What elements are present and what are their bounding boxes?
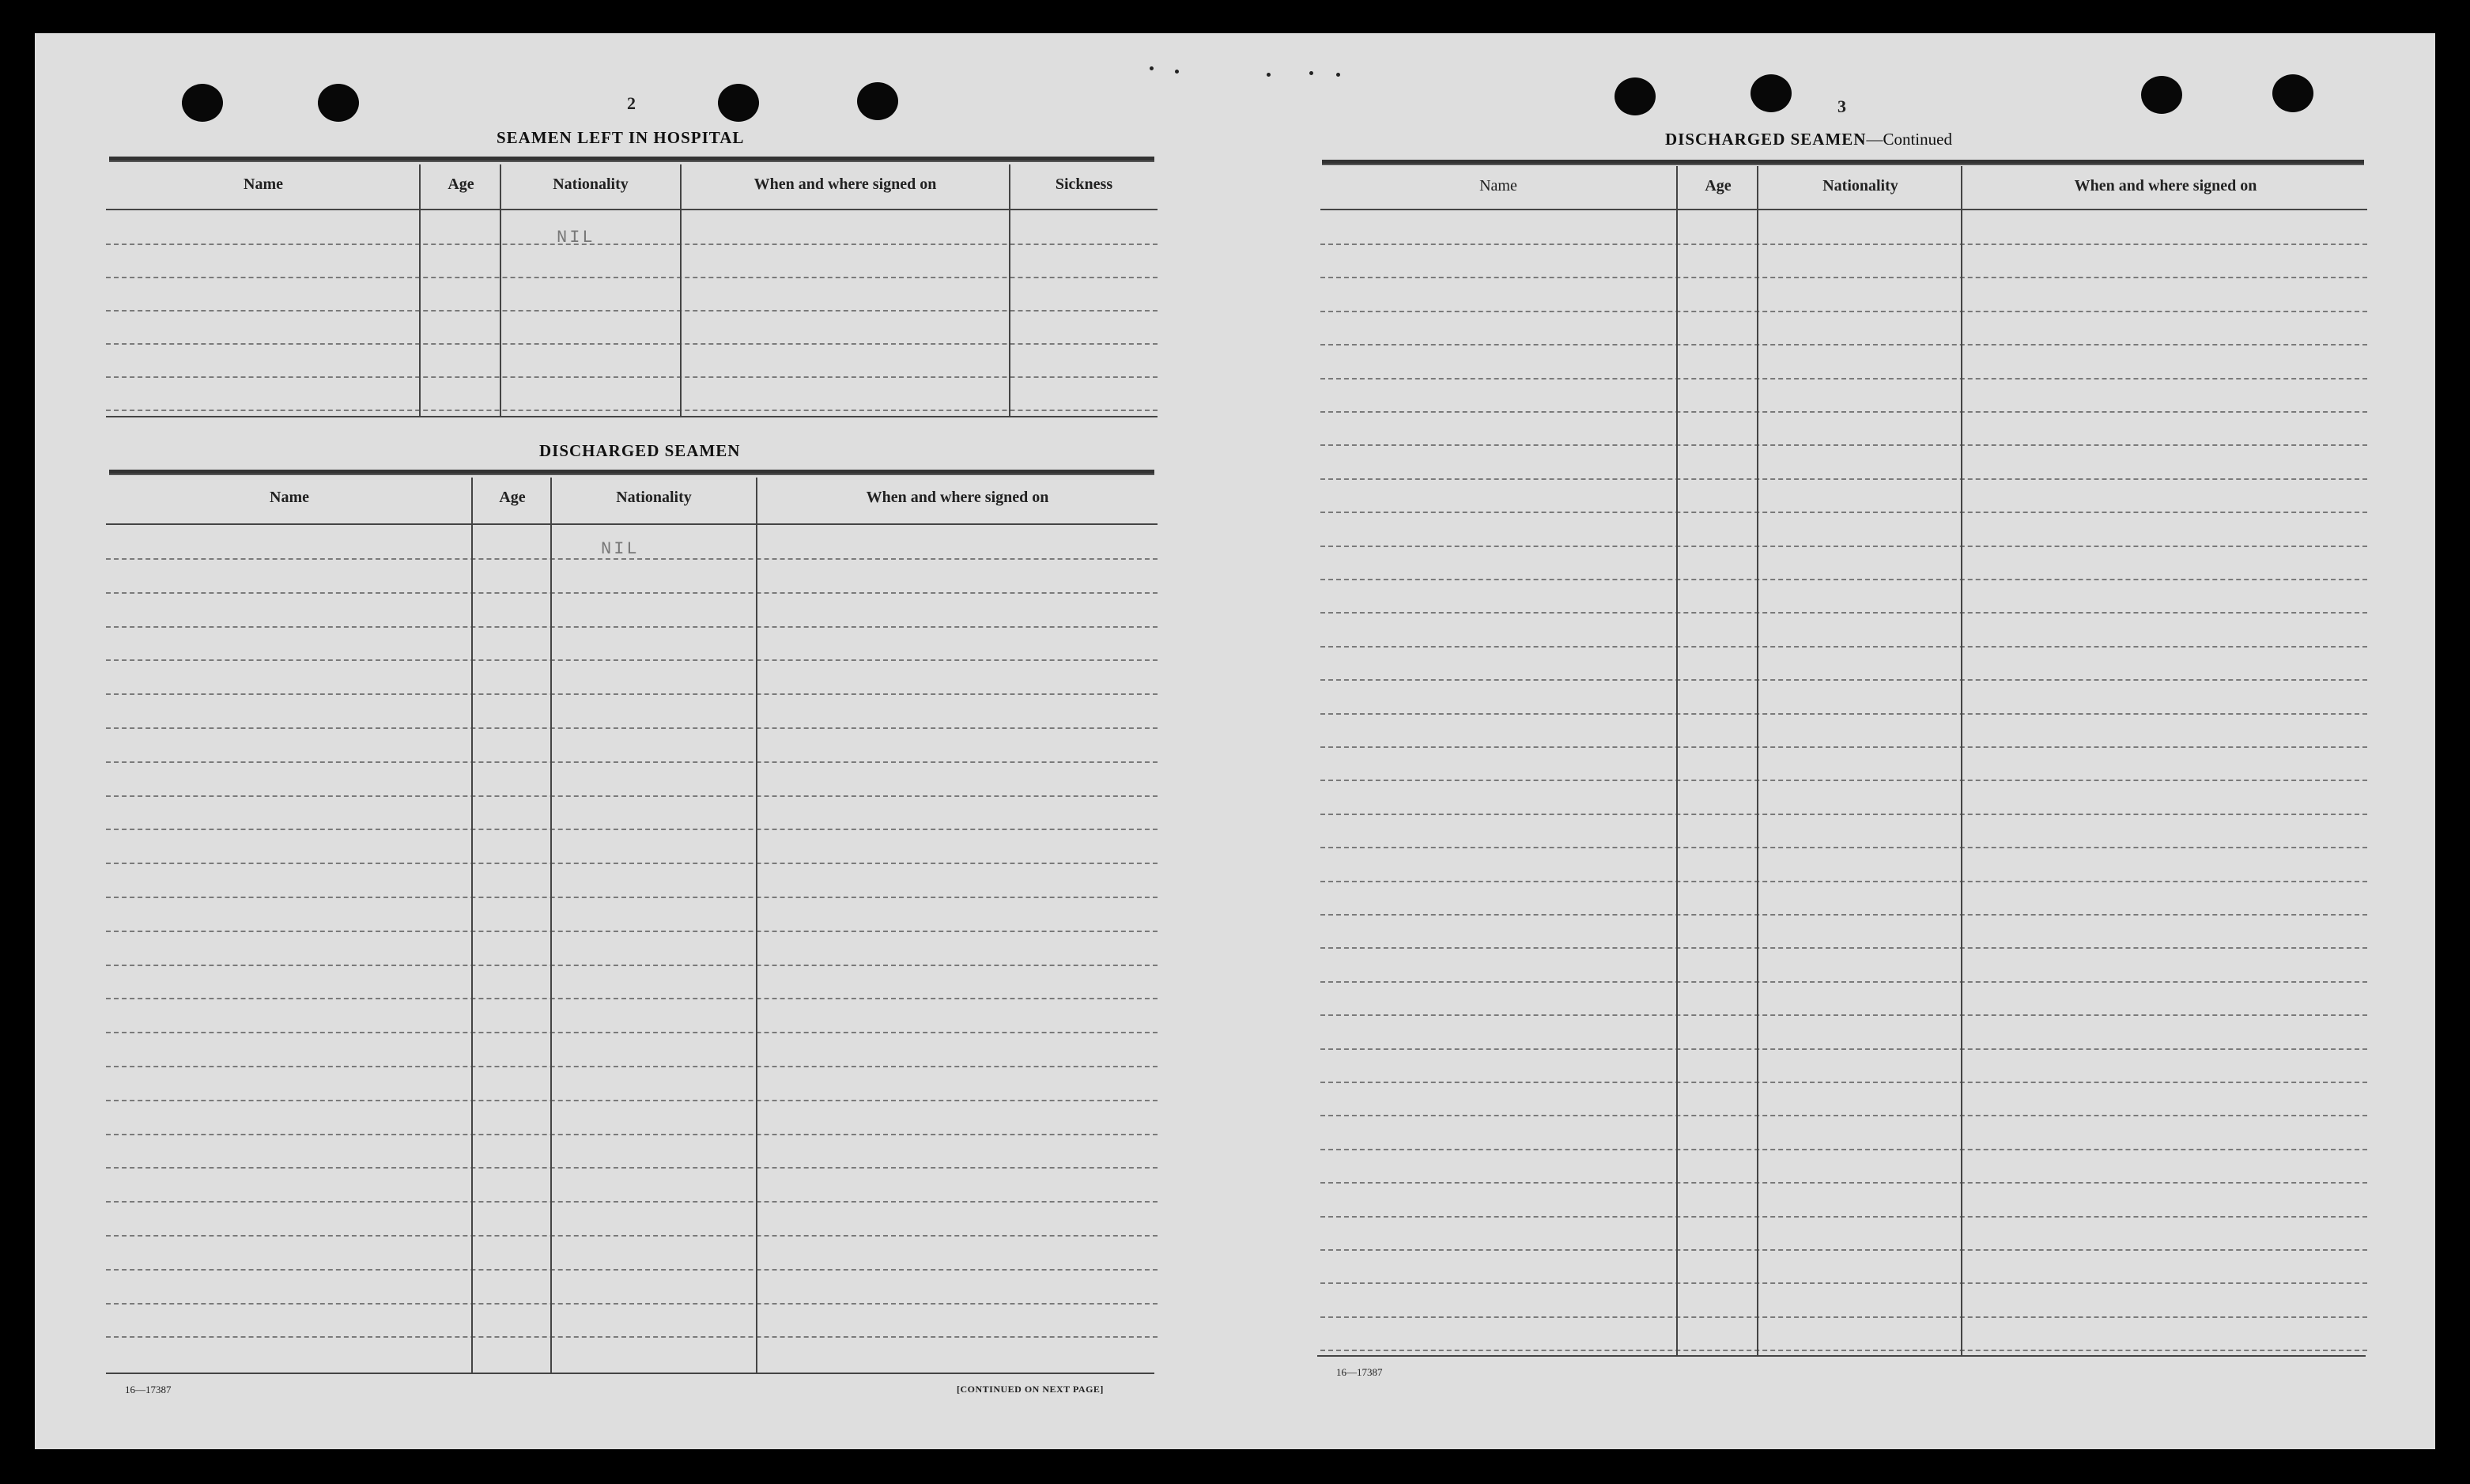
column-divider [1009, 164, 1010, 416]
section-rule [109, 157, 1154, 162]
column-header: Name [244, 176, 283, 193]
ink-speck [1336, 73, 1340, 77]
punch-hole [318, 84, 359, 122]
ruled-line [106, 310, 1158, 312]
ruled-line [1320, 981, 2367, 983]
ruled-line [106, 376, 1158, 378]
ruled-line [1320, 1316, 2367, 1318]
header-rule [1320, 209, 2367, 210]
ruled-line [106, 693, 1158, 695]
column-header: Age [499, 489, 526, 506]
ruled-line [1320, 679, 2367, 681]
ruled-line [1320, 244, 2367, 245]
page-number: 3 [1837, 96, 1846, 116]
hospital-section-title: SEAMEN LEFT IN HOSPITAL [497, 128, 745, 147]
column-header: Nationality [616, 489, 692, 506]
ruled-line [106, 998, 1158, 999]
ruled-line [106, 1066, 1158, 1067]
column-header: Name [270, 489, 309, 506]
column-divider [680, 164, 682, 416]
ruled-line [1320, 579, 2367, 580]
ruled-line [1320, 512, 2367, 513]
ruled-line [1320, 1115, 2367, 1116]
ink-speck [1309, 71, 1313, 75]
ruled-line [106, 965, 1158, 966]
ruled-line [106, 795, 1158, 797]
ruled-line [106, 1201, 1158, 1203]
ruled-line [106, 244, 1158, 245]
ruled-line [106, 931, 1158, 932]
continued-note: [CONTINUED ON NEXT PAGE] [957, 1384, 1104, 1395]
ruled-line [1320, 947, 2367, 949]
column-header: Nationality [1822, 177, 1898, 194]
column-divider [419, 164, 421, 416]
column-divider [1757, 166, 1758, 1355]
ruled-line [106, 897, 1158, 898]
column-divider [471, 478, 473, 1373]
ruled-line [106, 829, 1158, 830]
ink-speck [1175, 70, 1179, 74]
title-continued: —Continued [1866, 130, 1952, 149]
column-header: When and where signed on [2074, 177, 2257, 194]
ruled-line [106, 1336, 1158, 1338]
form-number: 16—17387 [125, 1384, 172, 1395]
ruled-line [1320, 444, 2367, 446]
ruled-line [1320, 1350, 2367, 1351]
ruled-line [106, 343, 1158, 345]
ruled-line [1320, 1014, 2367, 1016]
column-header: Name [1479, 177, 1517, 194]
hospital-nil-stamp: NIL [557, 228, 595, 247]
ruled-line [1320, 646, 2367, 648]
ruled-line [106, 863, 1158, 864]
ruled-line [1320, 378, 2367, 379]
column-divider [1676, 166, 1678, 1355]
ruled-line [1320, 1082, 2367, 1083]
ruled-line [1320, 847, 2367, 848]
ruled-line [1320, 311, 2367, 312]
discharged-continued-title [1665, 130, 1952, 149]
table-bottom-rule [106, 1373, 1154, 1374]
column-header: Age [1705, 177, 1732, 194]
ruled-line [106, 626, 1158, 628]
column-header: When and where signed on [753, 176, 937, 193]
ruled-line [1320, 914, 2367, 916]
column-divider [1961, 166, 1962, 1355]
title-main: DISCHARGED SEAMEN [1665, 130, 1867, 149]
ruled-line [106, 1235, 1158, 1237]
column-divider [756, 478, 757, 1373]
discharged-section-title: DISCHARGED SEAMEN [539, 441, 741, 460]
ruled-line [106, 1269, 1158, 1271]
ruled-line [106, 277, 1158, 278]
ruled-line [106, 1303, 1158, 1305]
table-bottom-rule [1317, 1355, 2366, 1357]
document-sheet [35, 33, 2435, 1449]
column-header: Age [448, 176, 474, 193]
ruled-line [1320, 1149, 2367, 1150]
section-rule [1322, 160, 2364, 165]
ruled-line [106, 761, 1158, 763]
ruled-line [1320, 881, 2367, 882]
ruled-line [1320, 1216, 2367, 1218]
ruled-line [1320, 546, 2367, 547]
ruled-line [106, 592, 1158, 594]
ruled-line [106, 1032, 1158, 1033]
ruled-line [106, 1134, 1158, 1135]
ruled-line [106, 410, 1158, 411]
ruled-line [1320, 1282, 2367, 1284]
punch-hole [1615, 77, 1656, 115]
section-rule [109, 470, 1154, 475]
column-divider [550, 478, 552, 1373]
ruled-line [1320, 478, 2367, 480]
ruled-line [1320, 746, 2367, 748]
column-header: When and where signed on [866, 489, 1049, 506]
punch-hole [857, 82, 898, 120]
ruled-line [1320, 411, 2367, 413]
ruled-line [1320, 1048, 2367, 1050]
ruled-line [1320, 612, 2367, 614]
ruled-line [1320, 1182, 2367, 1184]
form-number: 16—17387 [1336, 1366, 1383, 1378]
table-bottom-rule [106, 416, 1158, 417]
ruled-line [106, 659, 1158, 661]
discharged-nil-stamp: NIL [601, 539, 640, 559]
ruled-line [1320, 713, 2367, 715]
ink-speck [1267, 73, 1271, 77]
ruled-line [106, 727, 1158, 729]
punch-hole [182, 84, 223, 122]
ruled-line [1320, 1249, 2367, 1251]
ruled-line [106, 1100, 1158, 1101]
ruled-line [1320, 780, 2367, 781]
punch-hole [2141, 76, 2182, 114]
header-rule [106, 209, 1158, 210]
punch-hole [2272, 74, 2313, 112]
ink-speck [1150, 66, 1154, 70]
column-header: Sickness [1055, 176, 1113, 193]
ruled-line [1320, 344, 2367, 346]
header-rule [106, 523, 1158, 525]
ruled-line [106, 1167, 1158, 1169]
punch-hole [1751, 74, 1792, 112]
page-number: 2 [627, 93, 636, 113]
ruled-line [1320, 814, 2367, 815]
column-divider [500, 164, 501, 416]
column-header: Nationality [553, 176, 629, 193]
punch-hole [718, 84, 759, 122]
ruled-line [1320, 277, 2367, 278]
